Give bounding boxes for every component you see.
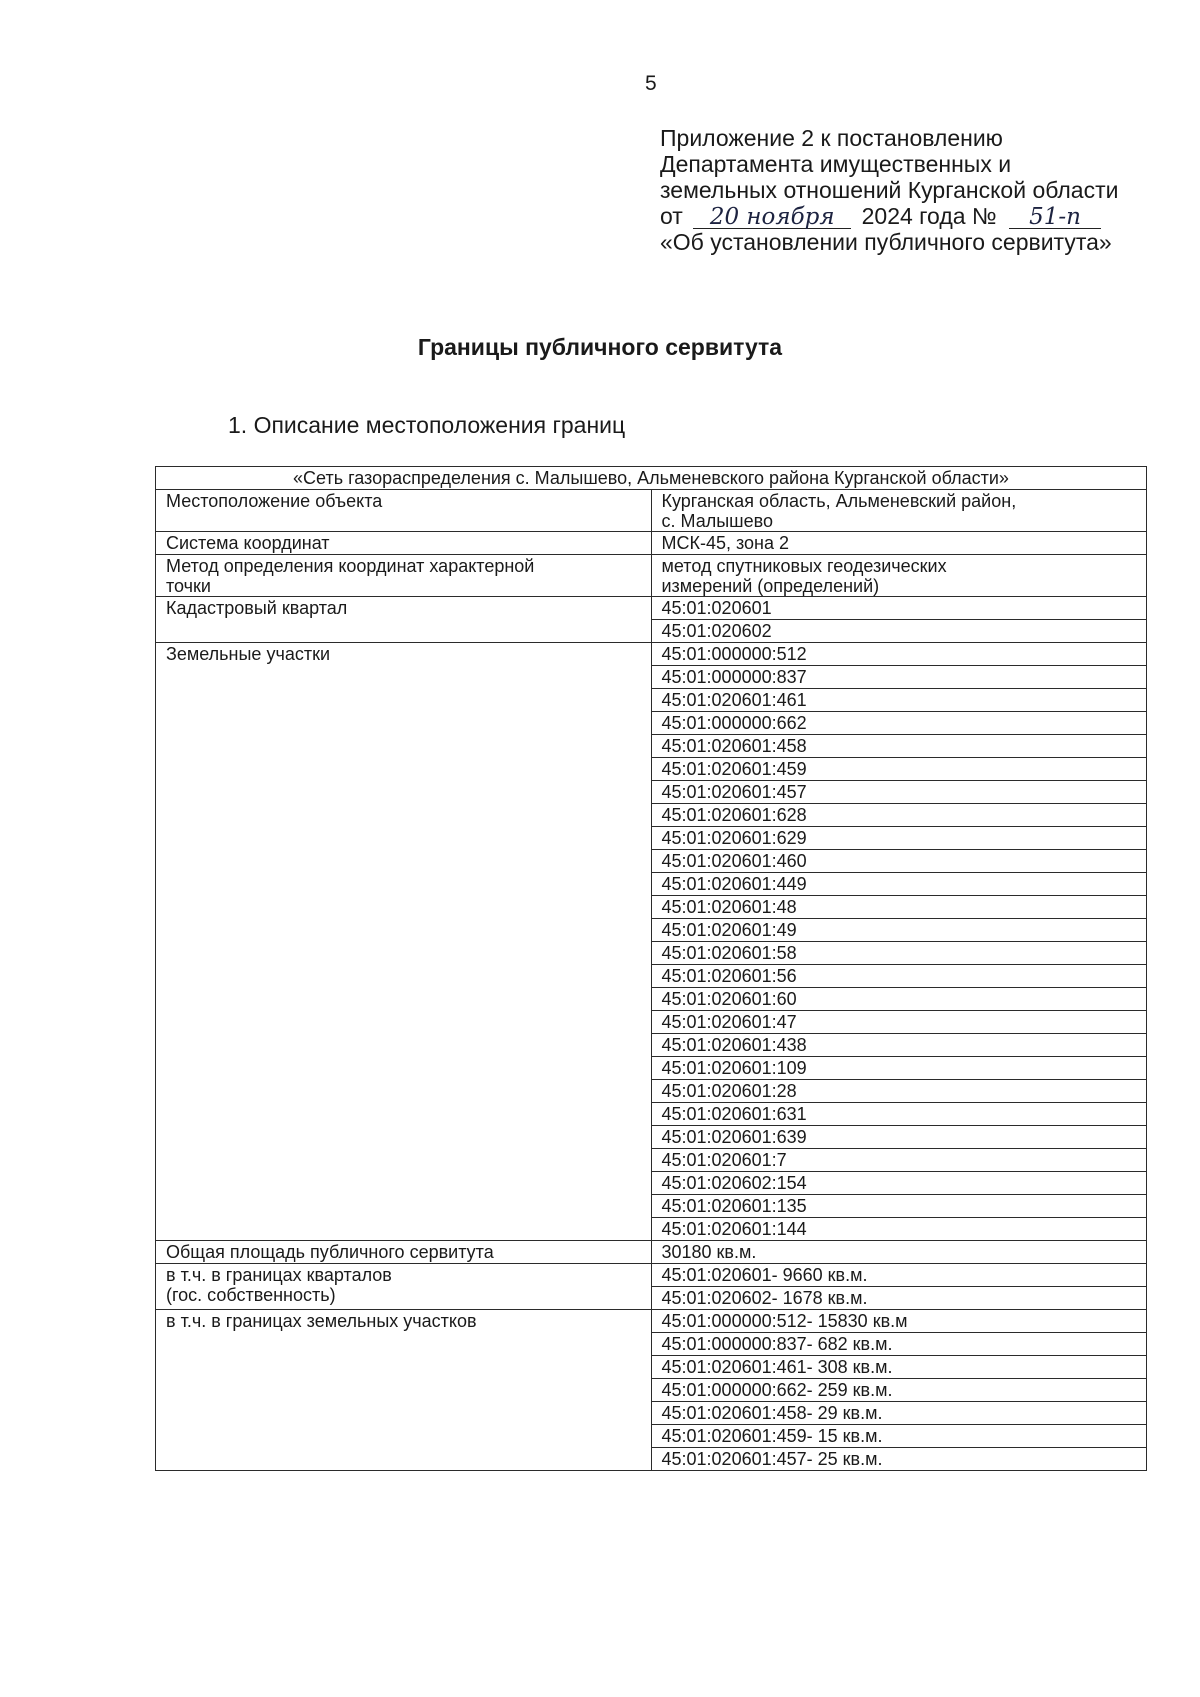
plots-area-row bbox=[156, 1310, 1147, 1333]
appendix-block bbox=[660, 125, 1118, 255]
land-plot-value: 45:01:020601:135 bbox=[651, 1195, 1147, 1218]
land-plot-value: 45:01:020601:631 bbox=[651, 1103, 1147, 1126]
coordinate-system-label: Система координат bbox=[156, 532, 652, 555]
document-title: Границы публичного сервитута bbox=[417, 334, 783, 360]
location-value bbox=[651, 490, 1147, 532]
location-row bbox=[156, 490, 1147, 532]
plots-area-value: 45:01:000000:512- 15830 кв.м bbox=[651, 1310, 1147, 1333]
land-plot-value: 45:01:020601:458 bbox=[651, 735, 1147, 758]
land-plot-value: 45:01:000000:662 bbox=[651, 712, 1147, 735]
cadastral-quarter-row bbox=[156, 597, 1147, 620]
appendix-date-line bbox=[660, 203, 1118, 229]
cadastral-quarter-value: 45:01:020601 bbox=[651, 597, 1147, 620]
boundaries-table-wrap bbox=[155, 466, 1147, 1471]
land-plot-value: 45:01:020601:109 bbox=[651, 1057, 1147, 1080]
land-plot-value: 45:01:020601:56 bbox=[651, 965, 1147, 988]
location-value-line-2: с. Малышево bbox=[661, 511, 773, 531]
quarters-area-value: 45:01:020601- 9660 кв.м. bbox=[651, 1264, 1147, 1287]
land-plot-value: 45:01:020601:47 bbox=[651, 1011, 1147, 1034]
land-plot-value: 45:01:020601:58 bbox=[651, 942, 1147, 965]
boundaries-table bbox=[155, 466, 1147, 1471]
method-value-line-2: измерений (определений) bbox=[661, 576, 880, 596]
appendix-line-3: земельных отношений Курганской области bbox=[660, 177, 1119, 203]
method-row bbox=[156, 555, 1147, 597]
land-plot-value: 45:01:020601:459 bbox=[651, 758, 1147, 781]
land-plot-value: 45:01:000000:512 bbox=[651, 643, 1147, 666]
quarters-area-label-line-1: в т.ч. в границах кварталов bbox=[166, 1265, 392, 1285]
total-area-label: Общая площадь публичного сервитута bbox=[156, 1241, 652, 1264]
plots-area-value: 45:01:000000:837- 682 кв.м. bbox=[651, 1333, 1147, 1356]
plots-area-value: 45:01:020601:457- 25 кв.м. bbox=[651, 1448, 1147, 1471]
plots-area-value: 45:01:020601:461- 308 кв.м. bbox=[651, 1356, 1147, 1379]
plots-area-value: 45:01:020601:459- 15 кв.м. bbox=[651, 1425, 1147, 1448]
land-plot-value: 45:01:020601:639 bbox=[651, 1126, 1147, 1149]
plots-area-value: 45:01:000000:662- 259 кв.м. bbox=[651, 1379, 1147, 1402]
land-plot-value: 45:01:020601:60 bbox=[651, 988, 1147, 1011]
land-plot-value: 45:01:000000:837 bbox=[651, 666, 1147, 689]
land-plot-value: 45:01:020601:460 bbox=[651, 850, 1147, 873]
appendix-line-5: «Об установлении публичного сервитута» bbox=[660, 229, 1112, 255]
total-area-value: 30180 кв.м. bbox=[651, 1241, 1147, 1264]
land-plot-value: 45:01:020601:457 bbox=[651, 781, 1147, 804]
cadastral-quarter-value: 45:01:020602 bbox=[651, 620, 1147, 643]
section-title: 1. Описание местоположения границ bbox=[228, 412, 626, 438]
year-text: 2024 года № bbox=[861, 203, 997, 229]
land-plot-value: 45:01:020601:48 bbox=[651, 896, 1147, 919]
land-plot-value: 45:01:020601:461 bbox=[651, 689, 1147, 712]
quarters-area-label bbox=[156, 1264, 652, 1310]
land-plot-value: 45:01:020602:154 bbox=[651, 1172, 1147, 1195]
land-plot-label: Земельные участки bbox=[156, 643, 652, 1241]
handwritten-number: 51-п bbox=[1009, 206, 1101, 229]
quarters-area-label-line-2: (гос. собственность) bbox=[166, 1285, 336, 1305]
appendix-line-1: Приложение 2 к постановлению bbox=[660, 125, 1003, 151]
location-label: Местоположение объекта bbox=[156, 490, 652, 532]
handwritten-date: 20 ноября bbox=[693, 206, 851, 229]
appendix-line-2: Департамента имущественных и bbox=[660, 151, 1012, 177]
plots-area-value: 45:01:020601:458- 29 кв.м. bbox=[651, 1402, 1147, 1425]
page-number: 5 bbox=[645, 72, 657, 95]
land-plot-value: 45:01:020601:7 bbox=[651, 1149, 1147, 1172]
table-header-row bbox=[156, 467, 1147, 490]
coordinate-system-row bbox=[156, 532, 1147, 555]
method-value-line-1: метод спутниковых геодезических bbox=[661, 556, 947, 576]
quarters-area-row bbox=[156, 1264, 1147, 1287]
land-plot-value: 45:01:020601:449 bbox=[651, 873, 1147, 896]
method-label bbox=[156, 555, 652, 597]
method-label-line-1: Метод определения координат характерной bbox=[166, 556, 535, 576]
land-plot-value: 45:01:020601:144 bbox=[651, 1218, 1147, 1241]
total-area-row bbox=[156, 1241, 1147, 1264]
land-plot-value: 45:01:020601:628 bbox=[651, 804, 1147, 827]
quarters-area-value: 45:01:020602- 1678 кв.м. bbox=[651, 1287, 1147, 1310]
location-value-line-1: Курганская область, Альменевский район, bbox=[661, 491, 1017, 511]
land-plot-value: 45:01:020601:438 bbox=[651, 1034, 1147, 1057]
land-plot-value: 45:01:020601:629 bbox=[651, 827, 1147, 850]
table-header-cell: «Сеть газораспределения с. Малышево, Альменевского района Курганской области» bbox=[156, 467, 1147, 490]
cadastral-quarter-label: Кадастровый квартал bbox=[156, 597, 652, 643]
date-prefix: от bbox=[660, 203, 683, 229]
method-label-line-2: точки bbox=[166, 576, 211, 596]
coordinate-system-value: МСК-45, зона 2 bbox=[651, 532, 1147, 555]
land-plot-row bbox=[156, 643, 1147, 666]
land-plot-value: 45:01:020601:49 bbox=[651, 919, 1147, 942]
boundaries-table-body bbox=[156, 467, 1147, 1471]
land-plot-value: 45:01:020601:28 bbox=[651, 1080, 1147, 1103]
plots-area-label: в т.ч. в границах земельных участков bbox=[156, 1310, 652, 1471]
method-value bbox=[651, 555, 1147, 597]
